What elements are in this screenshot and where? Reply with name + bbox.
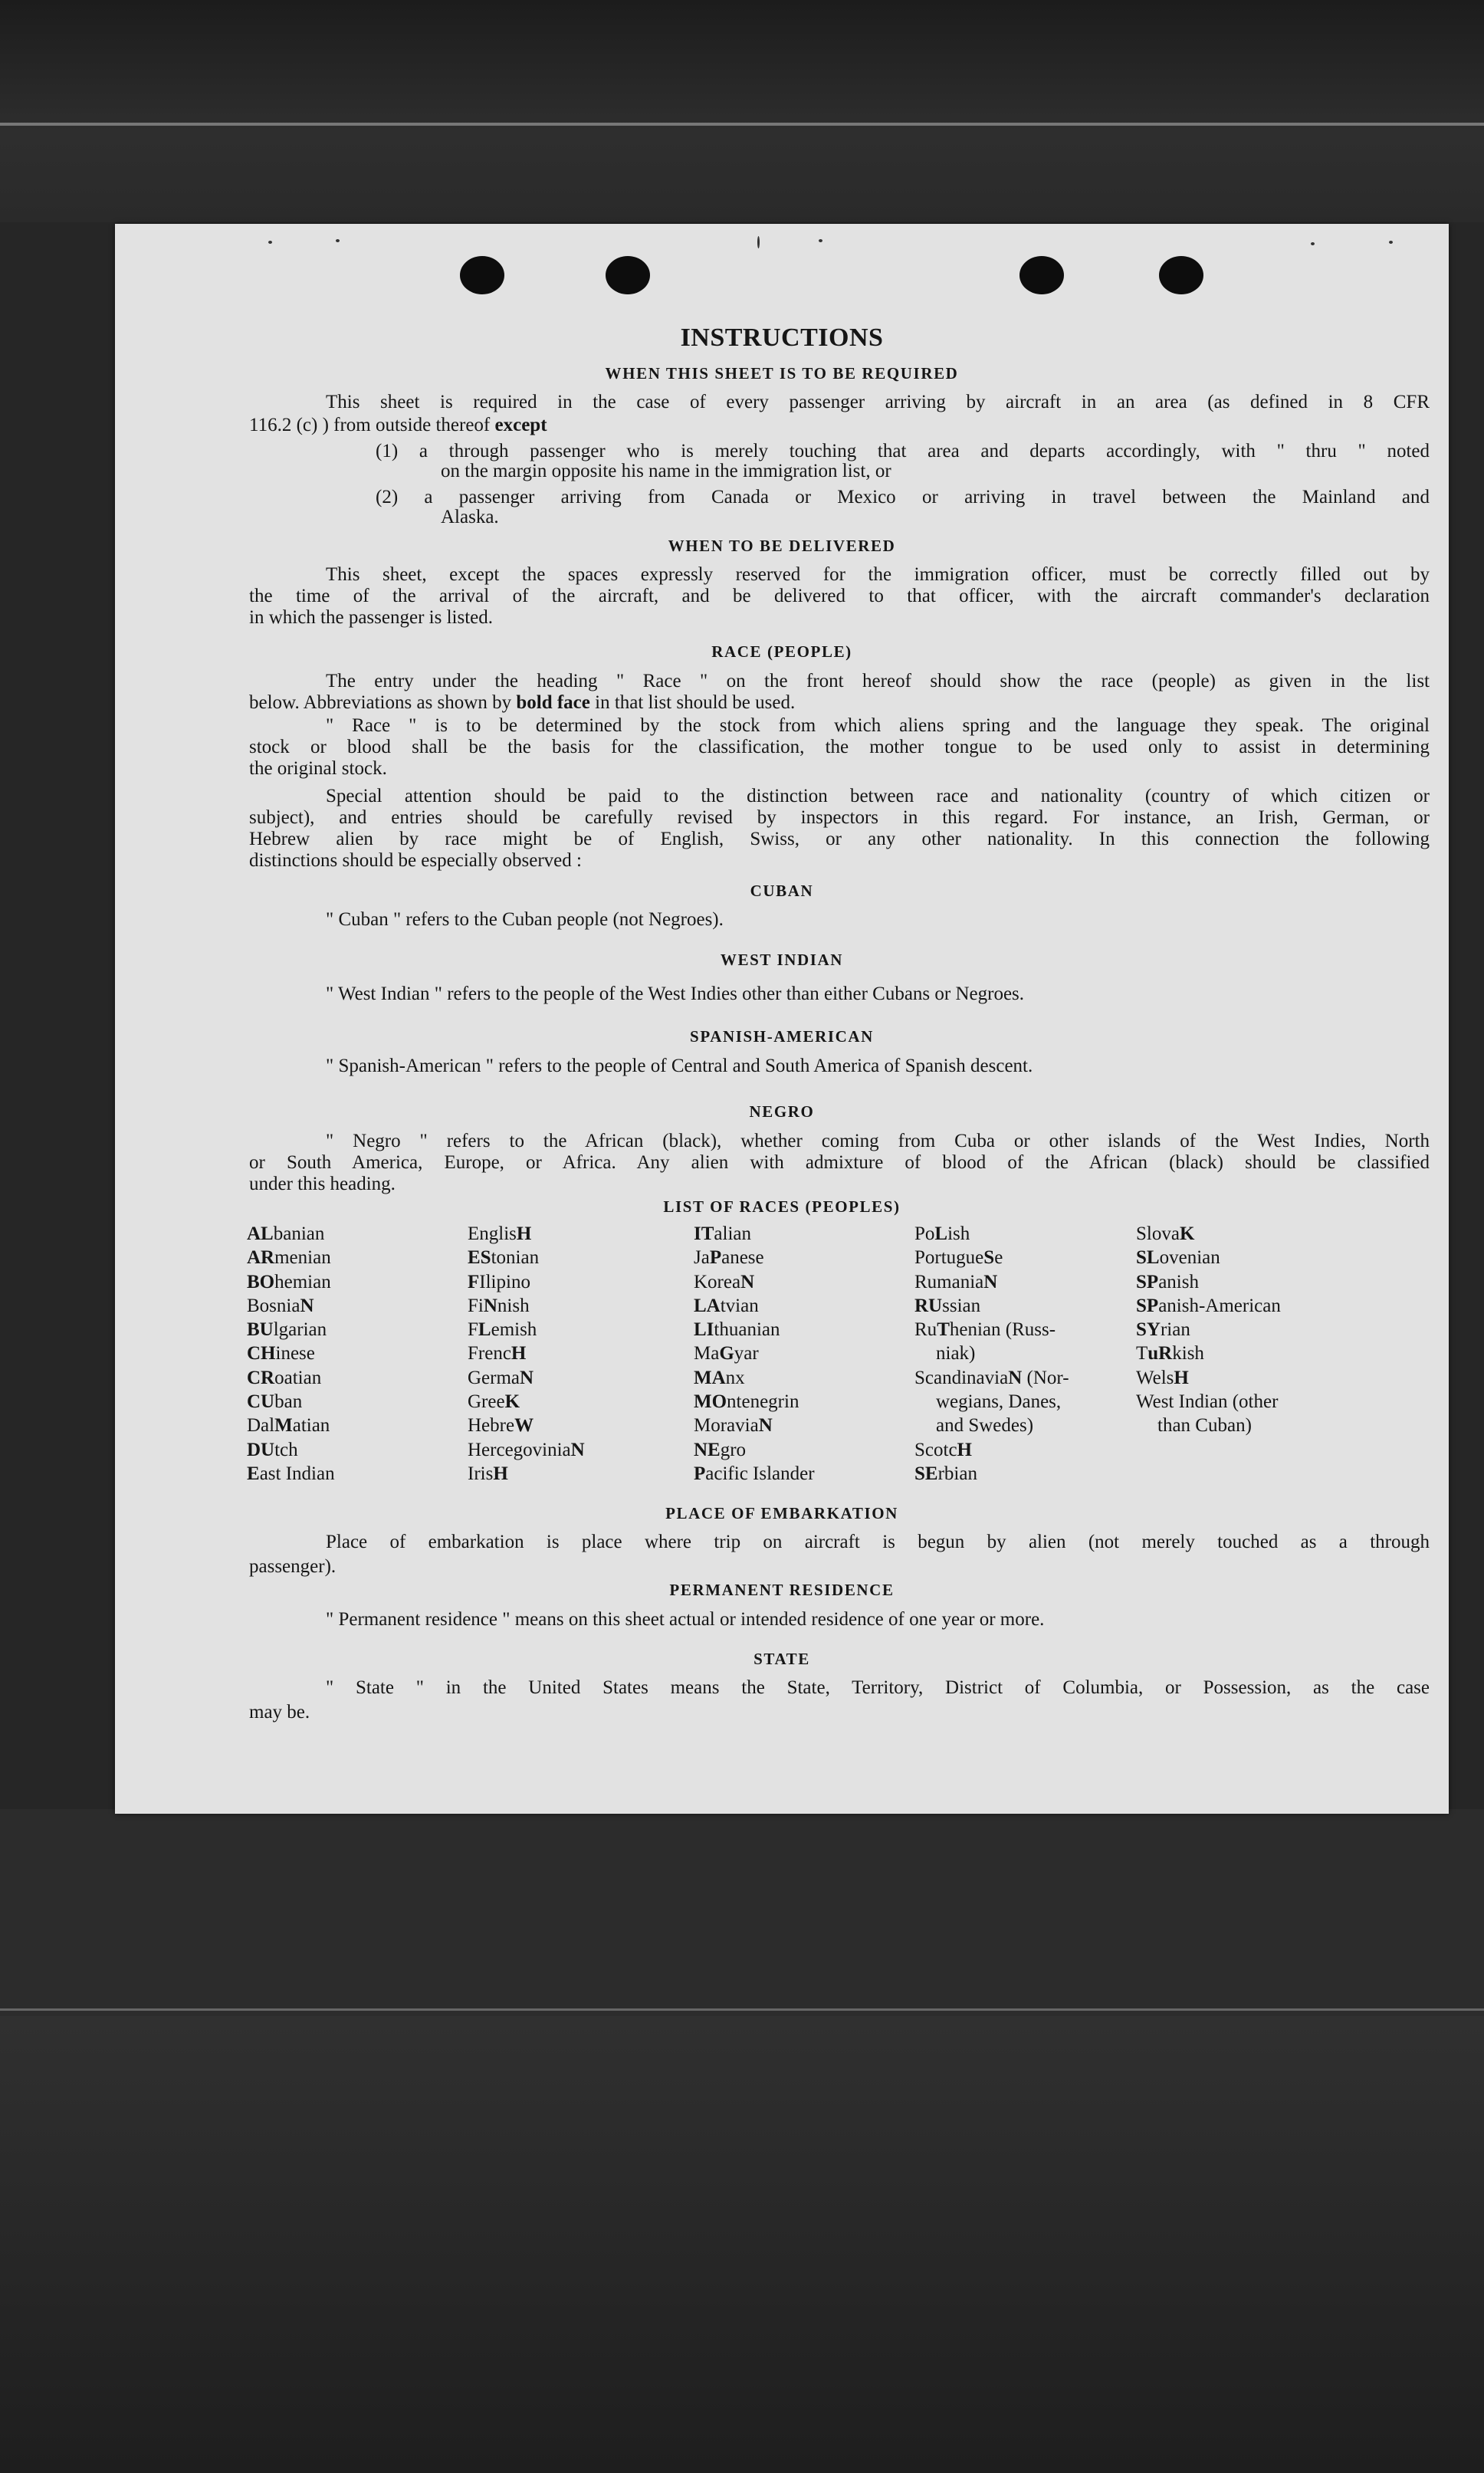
delivered-line-1: This sheet, except the spaces expressly reserved for the immigration officer, must be correctly filled out by <box>326 564 1430 585</box>
race-name-part: kish <box>1172 1343 1204 1365</box>
race-abbreviation: LA <box>694 1295 721 1316</box>
race-name-part: oatian <box>274 1367 322 1388</box>
race-name-part: banian <box>273 1223 325 1244</box>
race-entry <box>914 1414 1069 1437</box>
race-abbreviation: SP <box>1136 1295 1159 1316</box>
race-abbreviation: MO <box>694 1391 727 1413</box>
race-entry <box>914 1462 1069 1486</box>
race-entry <box>914 1246 1069 1269</box>
film-dark-area <box>0 2016 1484 2473</box>
page-title: INSTRUCTIONS <box>680 323 884 352</box>
race-name-part: hemian <box>274 1271 331 1292</box>
race-abbreviation: IT <box>694 1223 714 1244</box>
race-abbreviation: H <box>493 1463 508 1484</box>
punch-hole <box>606 256 650 294</box>
race-abbreviation: P <box>709 1247 722 1269</box>
residence-text: " Permanent residence " means on this sheet actual or intended residence of one year or more. <box>326 1609 1045 1630</box>
race-entry <box>468 1342 585 1365</box>
race-entry <box>247 1246 335 1269</box>
race-name-part: Slova <box>1136 1223 1180 1244</box>
race-name-part: tch <box>274 1439 298 1460</box>
race-entry <box>694 1294 815 1318</box>
exception-2-line-1: (2) a passenger arriving from Canada or Mexico or arriving in travel between the Mainland and <box>376 487 1430 507</box>
race-entry <box>247 1294 335 1318</box>
scan-speck <box>819 239 822 242</box>
race-name-part: Scandinavia <box>914 1367 1009 1388</box>
race-name-part: Frenc <box>468 1343 511 1365</box>
race-name-part: Po <box>914 1223 935 1244</box>
race-name-part: Germa <box>468 1367 520 1388</box>
race-abbreviation: N <box>483 1295 497 1316</box>
race-p3-line-2: subject), and entries should be carefully revised by inspectors in this regard. For instance, an Irish, German, or <box>249 807 1430 828</box>
race-abbreviation: S <box>983 1247 995 1269</box>
race-name-part: anish <box>1158 1271 1199 1292</box>
race-entry <box>914 1294 1069 1318</box>
race-entry <box>914 1366 1069 1390</box>
film-edge-line-lower <box>0 2008 1484 2011</box>
race-abbreviation: N <box>1008 1367 1023 1388</box>
race-name-part: acific Islander <box>705 1463 815 1484</box>
race-abbreviation: L <box>478 1319 491 1341</box>
document-page <box>115 224 1449 1814</box>
heading-state: STATE <box>753 1650 810 1668</box>
race-name-part: nx <box>725 1367 745 1388</box>
race-name-part: Ru <box>914 1319 937 1341</box>
race-p2-line-3: the original stock. <box>249 758 387 779</box>
race-entry <box>468 1318 585 1342</box>
race-entry <box>694 1246 815 1269</box>
negro-line-1: " Negro " refers to the African (black), whether coming from Cuba or other islands of the West Indies, North <box>326 1131 1430 1151</box>
when-required-line-1: This sheet is required in the case of every passenger arriving by aircraft in an area (as defined in 8 CFR <box>326 392 1430 412</box>
race-entry <box>914 1342 1069 1365</box>
race-column-1 <box>247 1222 335 1486</box>
race-name-part: Dal <box>247 1415 275 1437</box>
exception-1-line-2: on the margin opposite his name in the immigration list, or <box>441 461 891 481</box>
race-name-part: rbian <box>937 1463 977 1484</box>
race-name-part: lgarian <box>273 1319 327 1341</box>
race-abbreviation: G <box>719 1343 734 1365</box>
race-p2-line-1: " Race " is to be determined by the stock from which aliens spring and the language they speak. The original <box>326 715 1430 736</box>
race-abbreviation: H <box>957 1439 972 1460</box>
race-abbreviation: P <box>694 1463 706 1484</box>
race-entry <box>1136 1366 1281 1390</box>
race-name-part: Hebre <box>468 1415 515 1437</box>
race-entry <box>694 1318 815 1342</box>
punch-hole <box>1159 256 1203 294</box>
race-entry <box>694 1366 815 1390</box>
race-abbreviation: E <box>247 1463 260 1484</box>
race-name-part: e <box>994 1247 1003 1269</box>
race-name-part: F <box>468 1319 478 1341</box>
race-name-part: Hercegovinia <box>468 1439 571 1460</box>
heading-race: RACE (PEOPLE) <box>711 642 852 661</box>
race-abbreviation: CU <box>247 1391 275 1413</box>
race-p1-line-2 <box>249 691 1430 714</box>
race-entry <box>694 1342 815 1365</box>
race-abbreviation: MA <box>694 1367 726 1388</box>
race-name-part: Iris <box>468 1463 494 1484</box>
race-entry <box>468 1222 585 1246</box>
race-entry <box>1136 1246 1281 1269</box>
race-p1-text-b: in that list should be used. <box>595 692 796 713</box>
race-abbreviation: F <box>468 1271 480 1292</box>
race-name-part: wegians, Danes, <box>936 1391 1062 1413</box>
race-name-part: tvian <box>720 1295 759 1316</box>
race-name-part: Englis <box>468 1223 517 1244</box>
race-entry <box>1136 1222 1281 1246</box>
race-abbreviation: T <box>937 1319 950 1341</box>
race-entry <box>247 1366 335 1390</box>
race-name-part: than Cuban) <box>1157 1415 1252 1437</box>
race-name-part: T <box>1136 1343 1148 1365</box>
race-name-part: emish <box>491 1319 537 1341</box>
race-entry <box>1136 1342 1281 1365</box>
negro-line-2: or South America, Europe, or Africa. Any alien with admixture of blood of the African (black) should be classified <box>249 1152 1430 1173</box>
film-border-top <box>0 0 1484 222</box>
race-name-part: anish-American <box>1158 1295 1281 1316</box>
race-abbreviation: N <box>300 1295 314 1316</box>
state-line-2: may be. <box>249 1702 310 1723</box>
race-name-part: alian <box>714 1223 751 1244</box>
race-name-part: ban <box>274 1391 303 1413</box>
race-entry <box>468 1246 585 1269</box>
race-abbreviation: CR <box>247 1367 275 1388</box>
race-name-part: Ma <box>694 1343 720 1365</box>
when-required-line-2 <box>249 414 1430 437</box>
race-entry <box>1136 1390 1281 1414</box>
race-entry <box>914 1438 1069 1462</box>
race-column-4 <box>914 1222 1069 1486</box>
heading-permanent-residence: PERMANENT RESIDENCE <box>669 1581 895 1599</box>
west-indian-text: " West Indian " refers to the people of the West Indies other than either Cubans or Negroes. <box>326 984 1025 1004</box>
race-name-part: thuanian <box>714 1319 780 1341</box>
heading-when-required: WHEN THIS SHEET IS TO BE REQUIRED <box>605 364 959 383</box>
race-name-part: Ja <box>694 1247 710 1269</box>
scan-speck <box>1311 242 1315 245</box>
race-entry <box>694 1438 815 1462</box>
race-name-part: inese <box>275 1343 315 1365</box>
race-entry <box>914 1390 1069 1414</box>
race-abbreviation: N <box>570 1439 585 1460</box>
cuban-text: " Cuban " refers to the Cuban people (not Negroes). <box>326 909 724 930</box>
race-abbreviation: SE <box>914 1463 938 1484</box>
race-abbreviation: BU <box>247 1319 274 1341</box>
race-name-part: menian <box>274 1247 331 1269</box>
film-border-bottom <box>0 1809 1484 2016</box>
race-entry <box>247 1270 335 1294</box>
race-name-part: ast Indian <box>259 1463 335 1484</box>
race-name-part: Wels <box>1136 1367 1174 1388</box>
race-p3-line-3: Hebrew alien by race might be of English, Swiss, or any other nationality. In this connection the following <box>249 829 1430 849</box>
race-abbreviation: CH <box>247 1343 276 1365</box>
race-entry <box>914 1222 1069 1246</box>
race-name-part: Rumania <box>914 1271 984 1292</box>
race-entry <box>694 1414 815 1437</box>
race-abbreviation: N <box>520 1367 534 1388</box>
race-entry <box>468 1462 585 1486</box>
race-abbreviation: uR <box>1147 1343 1173 1365</box>
heading-cuban: CUBAN <box>750 882 814 900</box>
scan-speck <box>336 239 340 242</box>
race-entry <box>247 1462 335 1486</box>
state-line-1: " State " in the United States means the State, Territory, District of Columbia, or Possession, as the case <box>326 1677 1430 1698</box>
race-abbreviation: N <box>740 1271 755 1292</box>
scan-speck <box>757 236 760 248</box>
race-entry <box>1136 1270 1281 1294</box>
race-column-2 <box>468 1222 585 1486</box>
race-name-part: West Indian (other <box>1136 1391 1279 1413</box>
race-abbreviation: H <box>1174 1367 1189 1388</box>
race-name-part: anese <box>721 1247 764 1269</box>
race-entry <box>914 1270 1069 1294</box>
heading-spanish-american: SPANISH-AMERICAN <box>690 1027 874 1046</box>
race-name-part: (Nor- <box>1022 1367 1069 1388</box>
race-name-part: niak) <box>936 1343 976 1365</box>
race-abbreviation: H <box>516 1223 532 1244</box>
race-column-3 <box>694 1222 815 1486</box>
heading-west-indian: WEST INDIAN <box>720 951 844 969</box>
race-p1-text-a: below. Abbreviations as shown by <box>249 692 512 713</box>
delivered-line-2: the time of the arrival of the aircraft, and be delivered to that officer, with the aircraft commander's declaration <box>249 586 1430 606</box>
race-abbreviation: RU <box>914 1295 943 1316</box>
race-name-part: henian (Russ- <box>949 1319 1056 1341</box>
race-entry <box>247 1318 335 1342</box>
race-abbreviation: N <box>758 1415 773 1437</box>
exception-1-line-1: (1) a through passenger who is merely touching that area and departs accordingly, with " thru " noted <box>376 441 1430 461</box>
race-abbreviation: AR <box>247 1247 275 1269</box>
race-abbreviation: M <box>274 1415 293 1437</box>
race-name-part: ssian <box>942 1295 981 1316</box>
race-name-part: ovenian <box>1159 1247 1220 1269</box>
race-name-part: atian <box>292 1415 330 1437</box>
bold-face-text: bold face <box>516 692 590 713</box>
race-abbreviation: W <box>514 1415 534 1437</box>
race-entry <box>1136 1318 1281 1342</box>
race-entry <box>468 1390 585 1414</box>
race-name-part: Fi <box>468 1295 484 1316</box>
race-entry <box>247 1342 335 1365</box>
race-p2-line-2: stock or blood shall be the basis for the classification, the mother tongue to be used only to assist in determining <box>249 737 1430 757</box>
race-abbreviation: SP <box>1136 1271 1159 1292</box>
exception-2-line-2: Alaska. <box>441 507 499 527</box>
race-entry <box>694 1222 815 1246</box>
delivered-line-3: in which the passenger is listed. <box>249 607 493 628</box>
race-abbreviation: AL <box>247 1223 274 1244</box>
embarkation-line-1: Place of embarkation is place where trip on aircraft is begun by alien (not merely touched as a through <box>326 1532 1430 1552</box>
race-entry <box>247 1438 335 1462</box>
race-name-part: nish <box>497 1295 530 1316</box>
heading-negro: NEGRO <box>749 1102 815 1121</box>
race-name-part: tonian <box>491 1247 540 1269</box>
race-name-part: ish <box>947 1223 970 1244</box>
spanish-american-text: " Spanish-American " refers to the people of Central and South America of Spanish descent. <box>326 1056 1033 1076</box>
race-abbreviation: K <box>1179 1223 1195 1244</box>
race-abbreviation: SY <box>1136 1319 1161 1341</box>
race-entry <box>468 1270 585 1294</box>
race-name-part: Bosnia <box>247 1295 300 1316</box>
punch-hole <box>460 256 504 294</box>
race-name-part: Gree <box>468 1391 505 1413</box>
race-name-part: ntenegrin <box>727 1391 799 1413</box>
heading-place-of-embarkation: PLACE OF EMBARKATION <box>665 1504 898 1522</box>
race-entry <box>694 1462 815 1486</box>
race-abbreviation: SL <box>1136 1247 1160 1269</box>
race-abbreviation: BO <box>247 1271 275 1292</box>
race-abbreviation: H <box>511 1343 527 1365</box>
race-name-part: Ilipino <box>479 1271 530 1292</box>
race-name-part: Portugue <box>914 1247 984 1269</box>
negro-line-3: under this heading. <box>249 1174 396 1194</box>
embarkation-line-2: passenger). <box>249 1556 337 1577</box>
race-entry <box>1136 1294 1281 1318</box>
race-abbreviation: N <box>983 1271 998 1292</box>
race-name-part: Korea <box>694 1271 741 1292</box>
race-abbreviation: L <box>934 1223 948 1244</box>
race-column-5 <box>1136 1222 1281 1438</box>
race-abbreviation: ES <box>468 1247 491 1269</box>
race-name-part: Moravia <box>694 1415 759 1437</box>
race-abbreviation: K <box>504 1391 520 1413</box>
race-entry <box>694 1390 815 1414</box>
race-name-part: gro <box>720 1439 747 1460</box>
race-name-part: and Swedes) <box>936 1415 1034 1437</box>
race-entry <box>468 1438 585 1462</box>
race-entry <box>914 1318 1069 1342</box>
except-bold: except <box>494 415 547 435</box>
scan-speck <box>1389 241 1393 244</box>
race-p3-line-4: distinctions should be especially observed : <box>249 850 582 871</box>
when-required-text: 116.2 (c) ) from outside thereof <box>249 415 491 435</box>
heading-when-delivered: WHEN TO BE DELIVERED <box>668 537 896 555</box>
race-name-part: yar <box>734 1343 759 1365</box>
race-entry <box>468 1414 585 1437</box>
race-abbreviation: LI <box>694 1319 714 1341</box>
film-edge-line <box>0 123 1484 126</box>
race-p1-line-1: The entry under the heading " Race " on the front hereof should show the race (people) as given in the list <box>326 671 1430 691</box>
punch-hole <box>1019 256 1064 294</box>
race-entry <box>694 1270 815 1294</box>
race-entry <box>247 1414 335 1437</box>
race-p3-line-1: Special attention should be paid to the distinction between race and nationality (country of which citizen or <box>326 786 1430 806</box>
race-entry <box>468 1294 585 1318</box>
race-entry <box>1136 1414 1281 1437</box>
heading-list-of-races: LIST OF RACES (PEOPLES) <box>663 1197 901 1216</box>
race-entry <box>468 1366 585 1390</box>
race-name-part: Scotc <box>914 1439 957 1460</box>
scan-speck <box>268 241 272 244</box>
race-entry <box>247 1222 335 1246</box>
race-abbreviation: NE <box>694 1439 721 1460</box>
race-name-part: rian <box>1160 1319 1190 1341</box>
race-abbreviation: DU <box>247 1439 275 1460</box>
race-entry <box>247 1390 335 1414</box>
